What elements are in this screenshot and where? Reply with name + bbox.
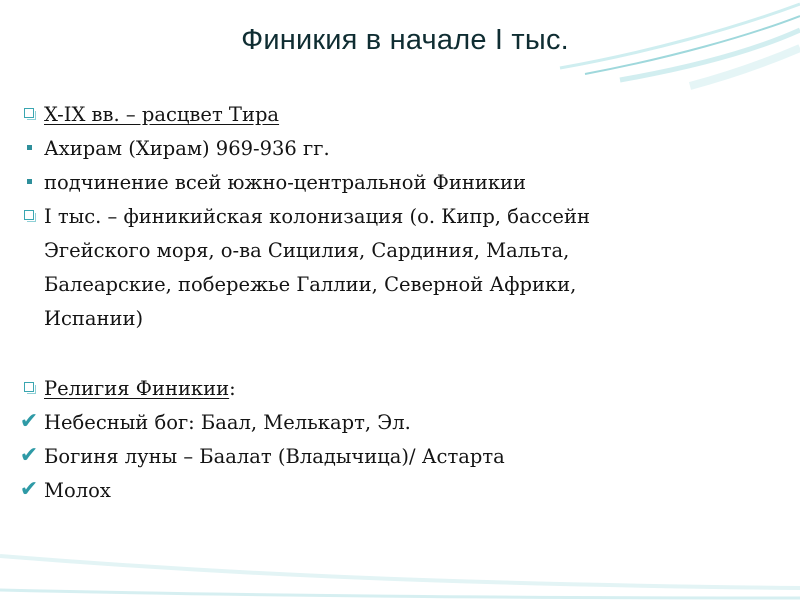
bullet-text-line: Балеарские, побережье Галлии, Северной Африки,: [44, 273, 577, 296]
square-box-bullet-icon: [24, 108, 34, 118]
bullet-text: Богиня луны – Баалат (Владычица)/ Астарта: [44, 445, 505, 468]
bullet-text-line: Испании): [44, 307, 144, 330]
bullet-text: X-IX вв. – расцвет Тира: [44, 103, 280, 126]
checkmark-icon: ✔: [19, 477, 39, 502]
bullet-item: [14, 132, 704, 166]
square-box-bullet-icon: [24, 210, 34, 220]
bullet-item: [14, 166, 704, 200]
bullet-suffix: :: [229, 377, 236, 400]
bullet-text: Ахирам (Хирам) 969-936 гг.: [44, 137, 330, 160]
square-box-bullet-icon: [24, 382, 34, 392]
spacer: [14, 336, 704, 372]
slide-body: [14, 98, 704, 508]
bullet-item: [14, 440, 704, 474]
bullet-item: [14, 200, 704, 336]
bullet-text: Небесный бог: Баал, Мелькарт, Эл.: [44, 411, 411, 434]
small-square-bullet-icon: [27, 179, 32, 184]
bullet-item: [14, 474, 704, 508]
checkmark-icon: ✔: [19, 443, 39, 468]
bullet-text: Молох: [44, 479, 111, 502]
bullet-text-line: Эгейского моря, о-ва Сицилия, Сардиния, Мальта,: [44, 239, 570, 262]
checkmark-icon: ✔: [19, 409, 39, 434]
bullet-text: подчинение всей южно-центральной Финикии: [44, 171, 527, 194]
bullet-item: [14, 372, 704, 406]
bullet-text: Религия Финикии: [44, 377, 230, 400]
bullet-item: [14, 406, 704, 440]
bullet-text-line: I тыс. – финикийская колонизация (о. Кипр, бассейн: [44, 205, 590, 228]
small-square-bullet-icon: [27, 145, 32, 150]
bullet-item: [14, 98, 704, 132]
slide-title: Финикия в начале I тыс.: [241, 24, 569, 56]
